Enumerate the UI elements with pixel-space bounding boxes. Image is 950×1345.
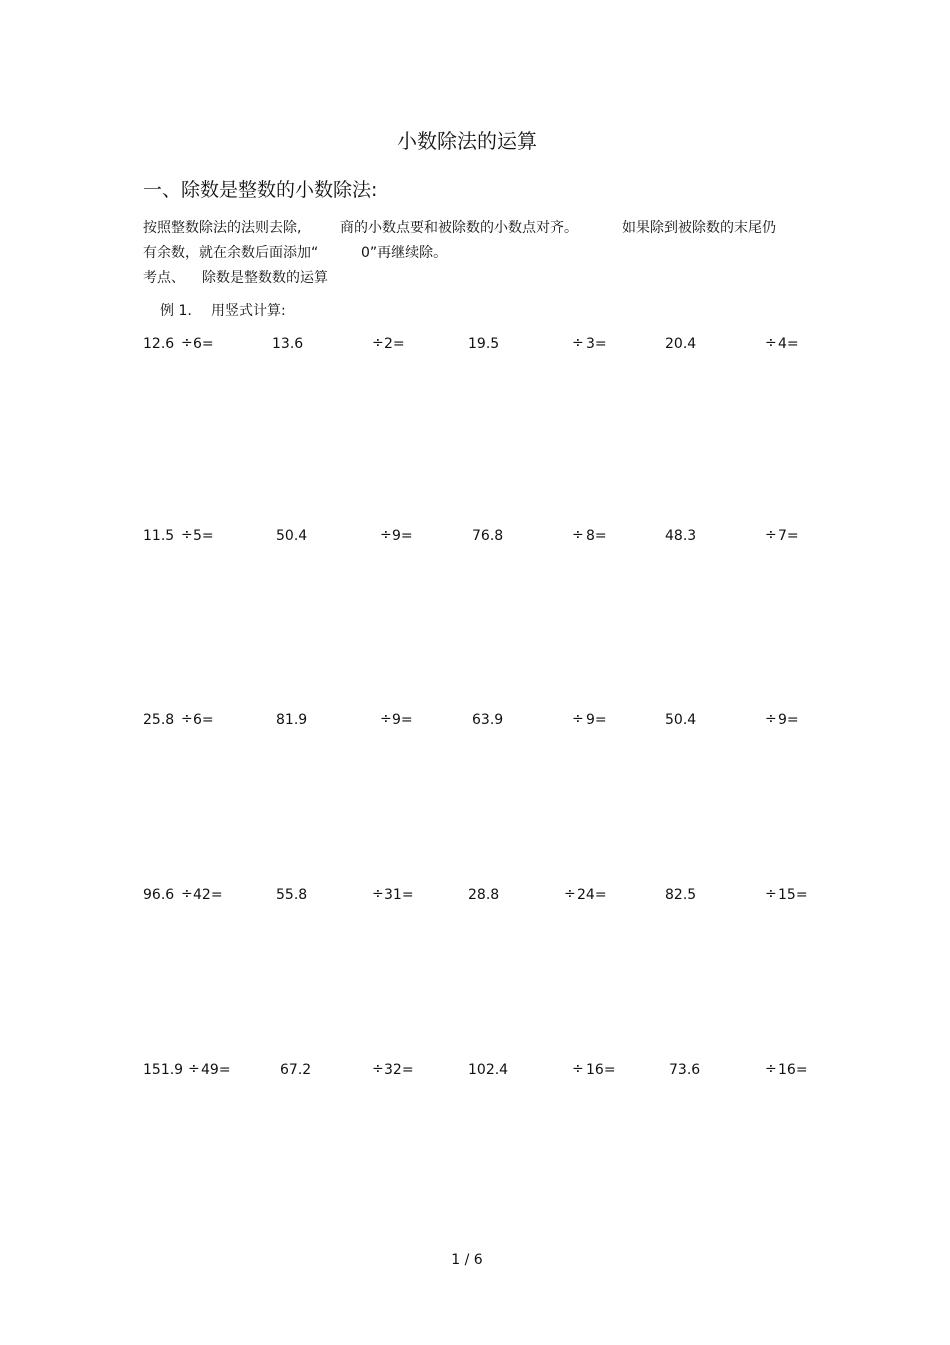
problem-dividend: 55.8: [276, 887, 308, 903]
problem-divisor: 6=: [193, 336, 214, 352]
problem-dividend: 48.3: [665, 528, 697, 544]
division-sign: ÷: [372, 886, 384, 902]
problem-divisor: 15=: [778, 887, 808, 903]
problem-divisor: 9=: [778, 712, 799, 728]
division-sign: ÷: [572, 335, 584, 351]
problem-dividend: 151.9: [143, 1062, 184, 1078]
division-sign: ÷: [765, 711, 777, 727]
division-sign: ÷: [181, 886, 193, 902]
division-sign: ÷: [380, 527, 392, 543]
division-sign: ÷: [181, 335, 193, 351]
problem-divisor: 3=: [586, 336, 607, 352]
problem-divisor: 16=: [778, 1062, 808, 1078]
problem-dividend: 67.2: [280, 1062, 312, 1078]
problem-divisor: 31=: [384, 887, 414, 903]
division-sign: ÷: [572, 711, 584, 727]
problem-divisor: 9=: [392, 528, 413, 544]
problem-divisor: 32=: [384, 1062, 414, 1078]
problem-dividend: 81.9: [276, 712, 308, 728]
division-sign: ÷: [765, 886, 777, 902]
problem-dividend: 50.4: [276, 528, 308, 544]
problem-dividend: 28.8: [468, 887, 500, 903]
problem-dividend: 76.8: [472, 528, 504, 544]
problem-divisor: 5=: [193, 528, 214, 544]
rule-text-part2: 商的小数点要和被除数的小数点对齐。: [340, 220, 578, 236]
division-sign: ÷: [181, 527, 193, 543]
problem-divisor: 8=: [586, 528, 607, 544]
document-title: 小数除法的运算: [397, 129, 537, 153]
division-sign: ÷: [372, 1061, 384, 1077]
problem-divisor: 16=: [586, 1062, 616, 1078]
problem-dividend: 11.5: [143, 528, 175, 544]
problem-dividend: 19.5: [468, 336, 500, 352]
rule-text-line2-part1: 有余数，就在余数后面添加“: [143, 245, 319, 261]
problem-divisor: 7=: [778, 528, 799, 544]
division-sign: ÷: [765, 527, 777, 543]
kaodian-label: 考点、: [143, 270, 185, 286]
rule-text-part3: 如果除到被除数的末尾仍: [622, 220, 776, 236]
division-sign: ÷: [572, 1061, 584, 1077]
problem-dividend: 96.6: [143, 887, 175, 903]
problem-dividend: 25.8: [143, 712, 175, 728]
division-sign: ÷: [372, 335, 384, 351]
problem-divisor: 6=: [193, 712, 214, 728]
problem-dividend: 12.6: [143, 336, 175, 352]
division-sign: ÷: [181, 711, 193, 727]
section-heading: 一、除数是整数的小数除法:: [143, 179, 378, 201]
problem-divisor: 42=: [193, 887, 223, 903]
problem-dividend: 13.6: [272, 336, 304, 352]
division-sign: ÷: [380, 711, 392, 727]
rule-text-line2-part2: 0”再继续除。: [361, 245, 448, 261]
problem-dividend: 73.6: [669, 1062, 701, 1078]
division-sign: ÷: [564, 886, 576, 902]
page-number: 1 / 6: [451, 1252, 483, 1268]
problem-divisor: 2=: [384, 336, 405, 352]
problem-dividend: 63.9: [472, 712, 504, 728]
example-instruction: 用竖式计算:: [211, 303, 286, 319]
division-sign: ÷: [765, 1061, 777, 1077]
problem-dividend: 102.4: [468, 1062, 509, 1078]
problem-divisor: 9=: [392, 712, 413, 728]
kaodian-text: 除数是整数数的运算: [202, 270, 328, 286]
division-sign: ÷: [188, 1061, 200, 1077]
problem-dividend: 82.5: [665, 887, 697, 903]
example-label: 例 1.: [160, 303, 192, 319]
problem-divisor: 49=: [201, 1062, 231, 1078]
problem-dividend: 50.4: [665, 712, 697, 728]
division-sign: ÷: [765, 335, 777, 351]
rule-text-part1: 按照整数除法的法则去除,: [143, 220, 302, 236]
problem-dividend: 20.4: [665, 336, 697, 352]
problem-divisor: 9=: [586, 712, 607, 728]
problem-divisor: 24=: [577, 887, 607, 903]
division-sign: ÷: [572, 527, 584, 543]
problem-divisor: 4=: [778, 336, 799, 352]
